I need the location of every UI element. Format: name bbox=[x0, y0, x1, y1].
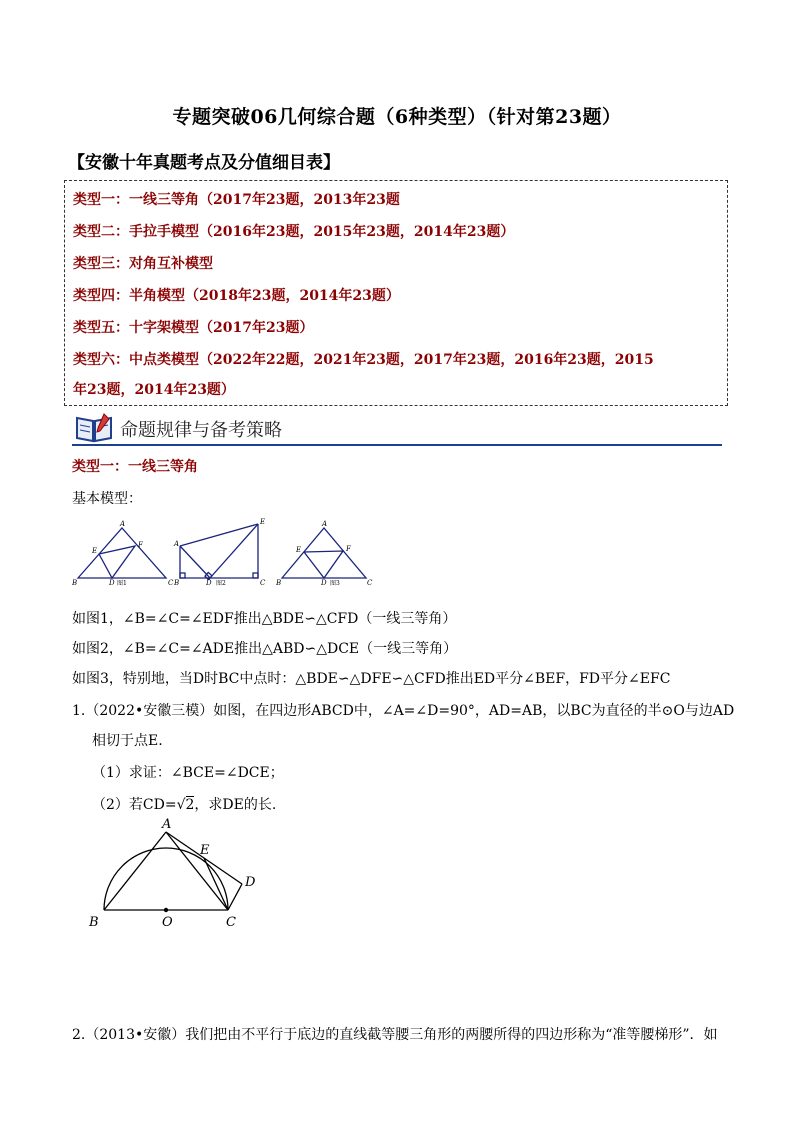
fig1-label-d: D bbox=[109, 579, 115, 587]
fig3-label-e: E bbox=[296, 546, 302, 554]
type1-heading: 类型一：一线三等角 bbox=[72, 459, 198, 475]
section-header bbox=[72, 410, 722, 446]
figure-3 bbox=[276, 518, 372, 586]
sqrt-radicand: 2 bbox=[185, 797, 195, 813]
part2-suffix: ，求DE的长. bbox=[194, 797, 277, 813]
problem1-part2 bbox=[92, 794, 276, 814]
toc-line-type4: 类型四：半角模型（2018年23题，2014年23题） bbox=[73, 288, 400, 304]
label-a: A bbox=[162, 817, 172, 832]
label-c: C bbox=[226, 915, 236, 930]
toc-line-type5: 类型五：十字架模型（2017年23题） bbox=[73, 320, 314, 336]
label-e: E bbox=[200, 843, 210, 858]
label-b: B bbox=[89, 915, 99, 930]
fig2-label-c: C bbox=[260, 579, 266, 587]
fig1-label-a: A bbox=[120, 520, 126, 528]
toc-line-type2: 类型二：手拉手模型（2016年23题，2015年23题，2014年23题） bbox=[73, 224, 515, 240]
section-rule bbox=[72, 444, 722, 446]
fig2-caption: 图2 bbox=[216, 580, 226, 587]
problem2-stem: 2.（2013•安徽）我们把由不平行于底边的直线截等腰三角形的两腰所得的四边形称为“准等腰梯形”．如 bbox=[72, 1027, 718, 1043]
figure-2 bbox=[174, 518, 270, 586]
book-pen-icon bbox=[74, 412, 114, 444]
fig1-caption: 图1 bbox=[117, 580, 127, 587]
toc-line-type3: 类型三：对角互补模型 bbox=[73, 256, 213, 272]
problem1-figure bbox=[86, 818, 276, 930]
fig2-label-d: D bbox=[206, 579, 212, 587]
toc-box bbox=[64, 180, 728, 406]
basic-model-label: 基本模型： bbox=[72, 491, 142, 507]
sqrt-sign: √ bbox=[176, 797, 186, 813]
section-label: 命题规律与备考策略 bbox=[120, 420, 282, 441]
problem1-stem-line1: 1.（2022•安徽三模）如图，在四边形ABCD中，∠A=∠D=90°，AD=AB，以BC为直径的半⊙O与边AD bbox=[72, 703, 735, 719]
problem1-part1: （1）求证：∠BCE=∠DCE； bbox=[92, 765, 284, 781]
fig3-label-b: B bbox=[276, 579, 282, 587]
fig3-label-a: A bbox=[322, 520, 328, 528]
fig3-caption: 图3 bbox=[330, 580, 340, 587]
fig3-label-d: D bbox=[321, 579, 327, 587]
label-d: D bbox=[245, 875, 256, 890]
label-o: O bbox=[162, 915, 173, 930]
toc-line-type6: 类型六：中点类模型（2022年22题，2021年23题，2017年23题，2016年23题，2015 bbox=[73, 352, 654, 368]
figure3-description: 如图3，特别地，当D时BC中点时：△BDE∽△DFE∽△CFD推出ED平分∠BEF，FD平分∠EFC bbox=[72, 671, 671, 687]
figure2-description: 如图2，∠B=∠C=∠ADE推出△ABD∽△DCE（一线三等角） bbox=[72, 641, 458, 657]
fig1-label-c: C bbox=[168, 579, 174, 587]
fig3-label-c: C bbox=[367, 579, 373, 587]
part2-prefix: （2）若CD= bbox=[92, 797, 177, 813]
toc-line-type6-cont: 年23题，2014年23题） bbox=[73, 382, 235, 398]
center-point-o bbox=[164, 908, 168, 912]
fig1-label-b: B bbox=[72, 579, 78, 587]
toc-heading: 【安徽十年真题考点及分值细目表】 bbox=[68, 153, 340, 173]
problem1-stem-line2: 相切于点E. bbox=[92, 733, 163, 749]
page-title: 专题突破06几何综合题（6种类型）（针对第23题） bbox=[172, 106, 622, 128]
fig2-label-a: A bbox=[174, 540, 180, 548]
fig2-label-b: B bbox=[174, 579, 180, 587]
fig1-label-f: F bbox=[138, 541, 143, 549]
fig3-label-f: F bbox=[346, 545, 351, 553]
fig1-label-e: E bbox=[92, 547, 98, 555]
fig2-label-e: E bbox=[260, 518, 266, 526]
figure1-description: 如图1，∠B=∠C=∠EDF推出△BDE∽△CFD（一线三等角） bbox=[72, 611, 457, 627]
figure-1 bbox=[72, 518, 172, 586]
toc-line-type1: 类型一：一线三等角（2017年23题，2013年23题 bbox=[73, 192, 400, 208]
